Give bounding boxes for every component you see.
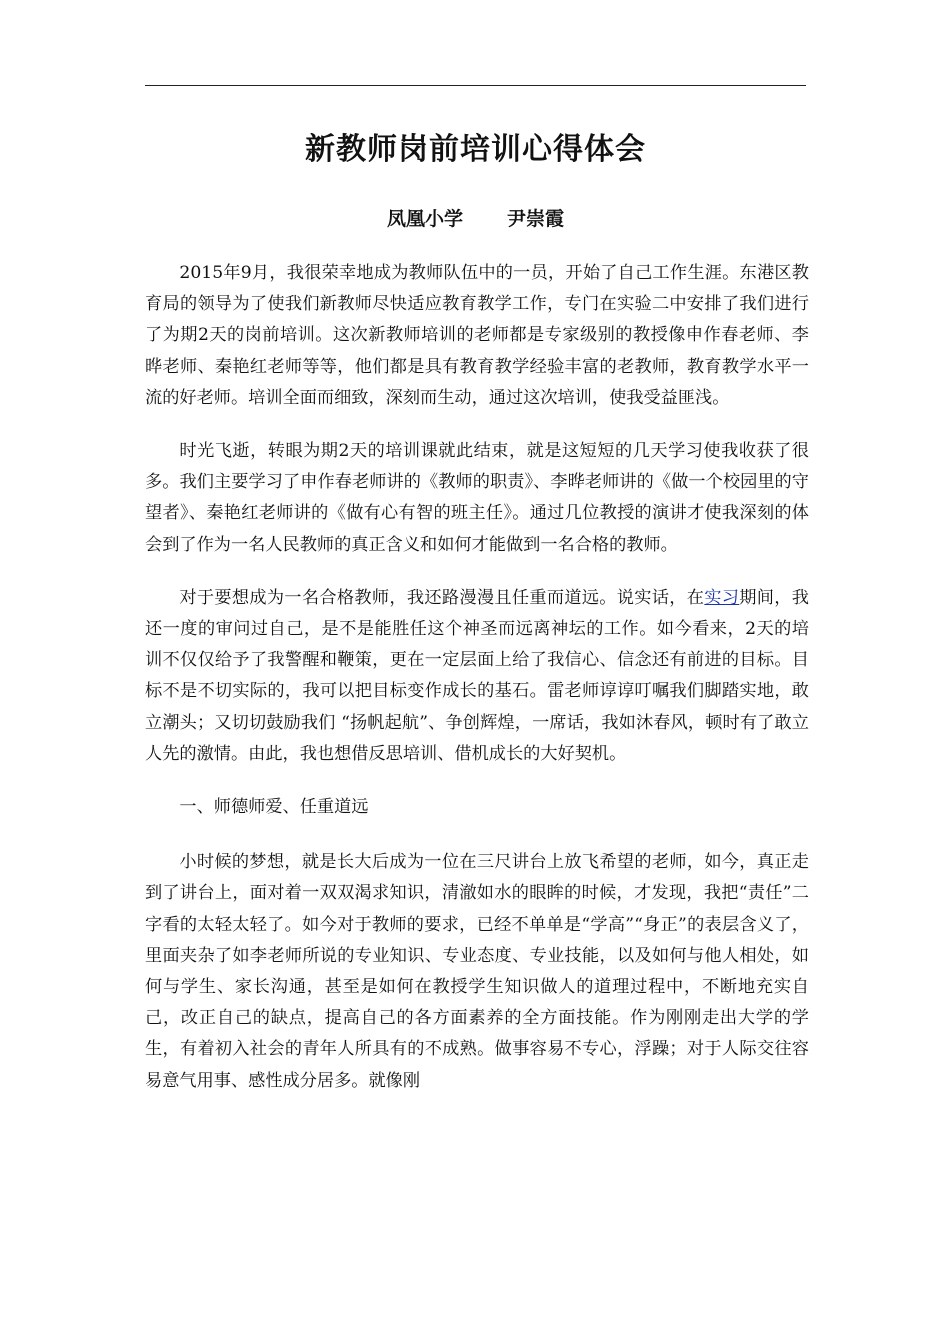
paragraph-1: 2015年9月，我很荣幸地成为教师队伍中的一员，开始了自己工作生涯。东港区教育局的领导为了使我们新教师尽快适应教育教学工作，专门在实验二中安排了我们进行了为期2天的岗前培训。这次新教师培训的老师都是专家级别的教授像申作春老师、李晔老师、秦艳红老师等等，他们都是具有教育教学经验丰富的老教师，教育教学水平一流的好老师。培训全面而细致，深刻而生动，通过这次培训，使我受益匪浅。 [145, 263, 809, 408]
byline [145, 204, 806, 234]
paragraph-3-text-b: 期间，我还一度的审问过自己，是不是能胜任这个神圣而远离神坛的工作。如今看来，2天的培训不仅仅给予了我警醒和鞭策，更在一定层面上给了我信心、信念还有前进的目标。目标不是不切实际的，我可以把目标变作成长的基石。雷老师谆谆叮嘱我们脚踏实地，敢立潮头；又切切鼓励我们 “扬帆起航”、争创辉煌，一席话，我如沐春风，顿时有了敢立人先的激情。由此，我也想借反思培训、借机成长的大好契机。 [145, 587, 809, 764]
paragraph-3 [145, 583, 809, 770]
paragraph-3-text-a: 对于要想成为一名合格教师，我还路漫漫且任重而道远。说实话，在 [179, 587, 705, 608]
document-title: 新教师岗前培训心得体会 [305, 132, 646, 167]
section-1-heading: 一、师德师爱、任重道远 [179, 797, 369, 818]
school-name: 凤凰小学 [386, 208, 463, 230]
paragraph-4: 小时候的梦想，就是长大后成为一位在三尺讲台上放飞希望的老师，如今，真正走到了讲台上，面对着一双双渴求知识，清澈如水的眼眸的时候，才发现，我把“责任”二字看的太轻太轻了。如今对于教师的要求，已经不单单是“学高”“身正”的表层含义了，里面夹杂了如李老师所说的专业知识、专业态度、专业技能，以及如何与他人相处，如何与学生、家长沟通，甚至是如何在教授学生知识做人的道理过程中，不断地充实自己，改正自己的缺点，提高自己的各方面素养的全方面技能。作为刚刚走出大学的学生，有着初入社会的青年人所具有的不成熟。做事容易不专心，浮躁；对于人际交往容易意气用事、感性成分居多。就像刚 [145, 852, 809, 1091]
paragraph-2: 时光飞逝，转眼为期2天的培训课就此结束，就是这短短的几天学习使我收获了很多。我们主要学习了申作春老师讲的《教师的职责》、李晔老师讲的《做一个校园里的守望者》、秦艳红老师讲的《做有心有智的班主任》。通过几位教授的演讲才使我深刻的体会到了作为一名人民教师的真正含义和如何才能做到一名合格的教师。 [145, 441, 809, 555]
internship-link[interactable]: 实习 [704, 587, 740, 608]
header-rule [145, 85, 806, 86]
author-name: 尹崇霞 [507, 208, 565, 230]
document-body [145, 258, 809, 1119]
